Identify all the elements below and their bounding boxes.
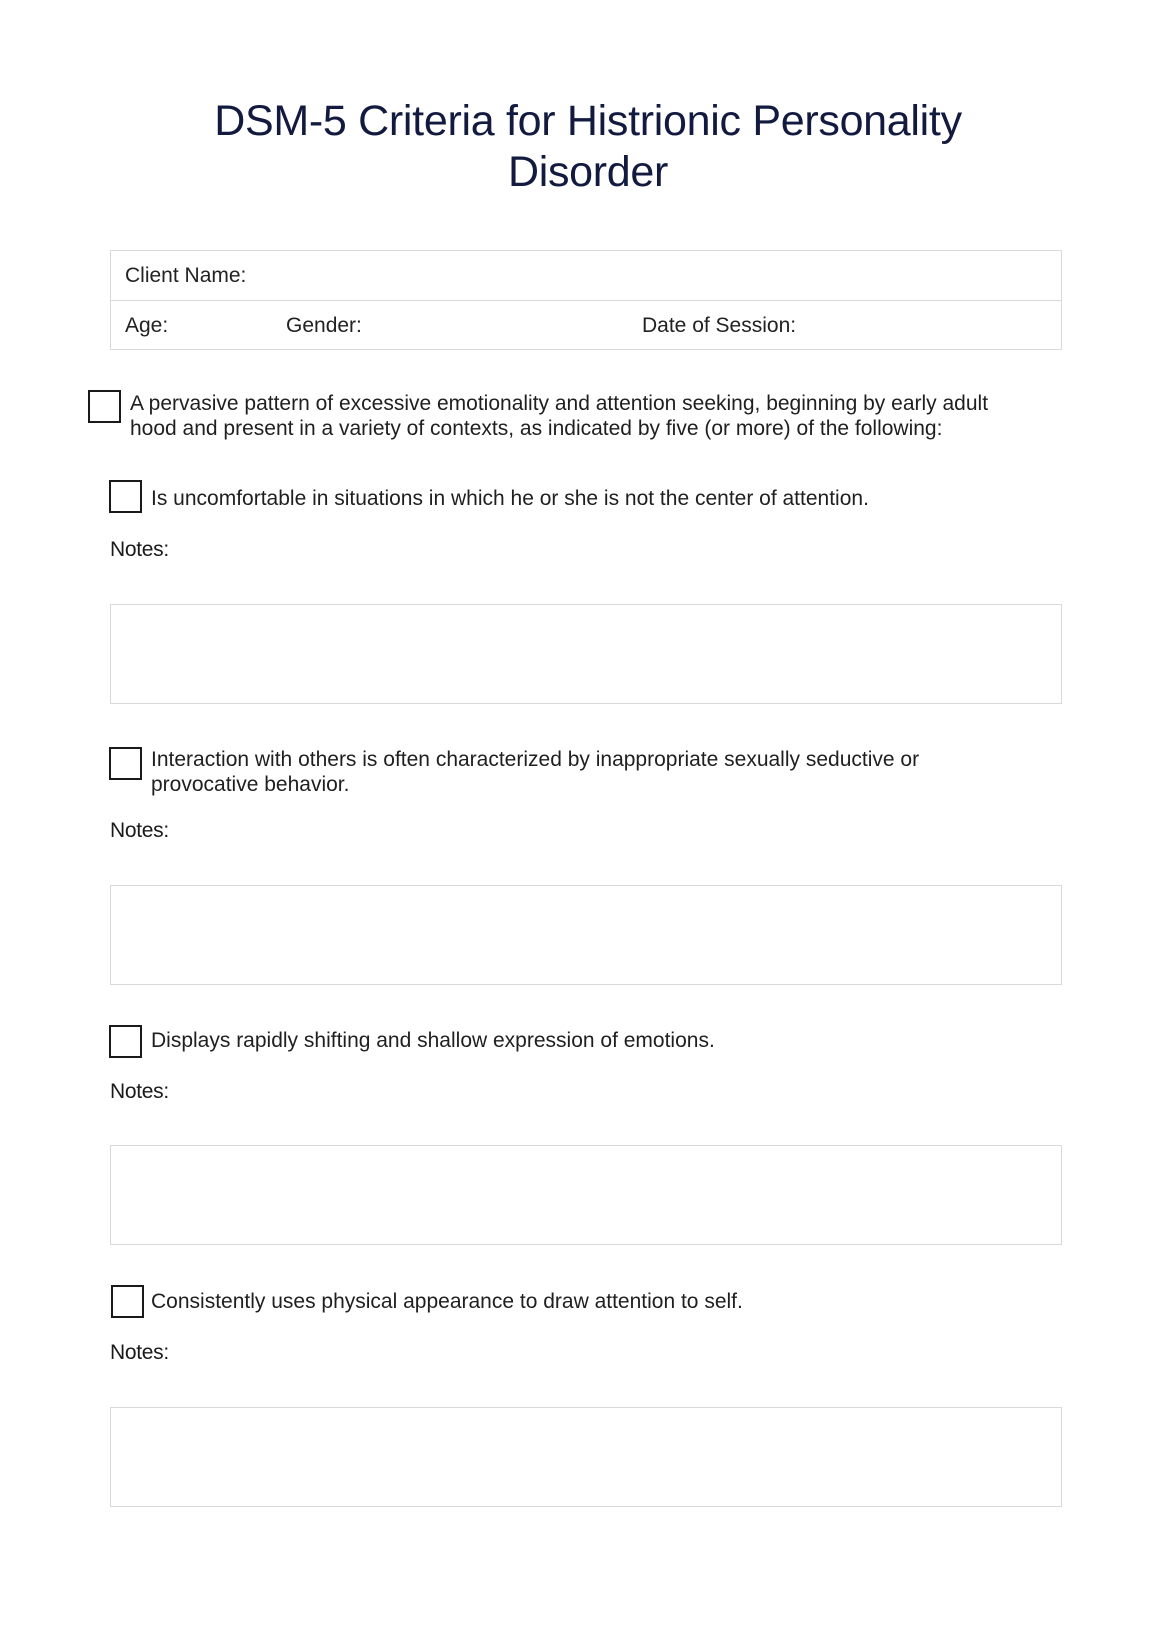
- criterion-2-text: [151, 747, 1051, 797]
- criterion-4-checkbox[interactable]: [111, 1285, 144, 1318]
- gender-label[interactable]: Gender:: [286, 314, 362, 337]
- criterion-4-notes-box[interactable]: [110, 1407, 1062, 1507]
- client-info-table: [110, 250, 1062, 350]
- criterion-1-checkbox[interactable]: [109, 480, 142, 513]
- criterion-1-notes-label: Notes:: [110, 538, 169, 561]
- main-criterion-line-1: A pervasive pattern of excessive emotionality and attention seeking, beginning by early adult: [130, 392, 989, 415]
- criterion-2-checkbox[interactable]: [109, 747, 142, 780]
- criterion-4-text: [151, 1289, 1051, 1314]
- main-criterion-checkbox[interactable]: [88, 390, 121, 423]
- criterion-1-notes-box[interactable]: [110, 604, 1062, 704]
- criterion-4-line-1: Consistently uses physical appearance to draw attention to self.: [151, 1290, 743, 1313]
- page-title: [120, 96, 1056, 198]
- criterion-2-notes-label: Notes:: [110, 819, 169, 842]
- criterion-1-line-1: Is uncomfortable in situations in which he or she is not the center of attention.: [151, 487, 869, 510]
- criterion-3-text: [151, 1028, 1051, 1053]
- main-criterion-line-2: hood and present in a variety of contexts, as indicated by five (or more) of the following:: [130, 417, 943, 440]
- client-details-row: [111, 301, 1061, 350]
- criterion-1-text: [151, 486, 1051, 511]
- page-title-line-2: Disorder: [507, 148, 669, 196]
- criterion-3-line-1: Displays rapidly shifting and shallow expression of emotions.: [151, 1029, 715, 1052]
- date-of-session-label[interactable]: Date of Session:: [642, 314, 797, 337]
- criterion-2-line-2: provocative behavior.: [151, 773, 350, 796]
- criterion-3-notes-label: Notes:: [110, 1080, 169, 1103]
- client-name-label: Client Name:: [125, 264, 247, 287]
- criterion-3-checkbox[interactable]: [109, 1025, 142, 1058]
- age-label[interactable]: Age:: [125, 314, 169, 337]
- criterion-3-notes-box[interactable]: [110, 1145, 1062, 1245]
- criterion-2-line-1: Interaction with others is often characterized by inappropriate sexually seductive or: [151, 748, 920, 771]
- main-criterion-text: [130, 391, 1060, 441]
- page-title-line-1: DSM-5 Criteria for Histrionic Personality: [214, 97, 962, 145]
- criterion-2-notes-box[interactable]: [110, 885, 1062, 985]
- criterion-4-notes-label: Notes:: [110, 1341, 169, 1364]
- client-name-row[interactable]: [111, 251, 1061, 301]
